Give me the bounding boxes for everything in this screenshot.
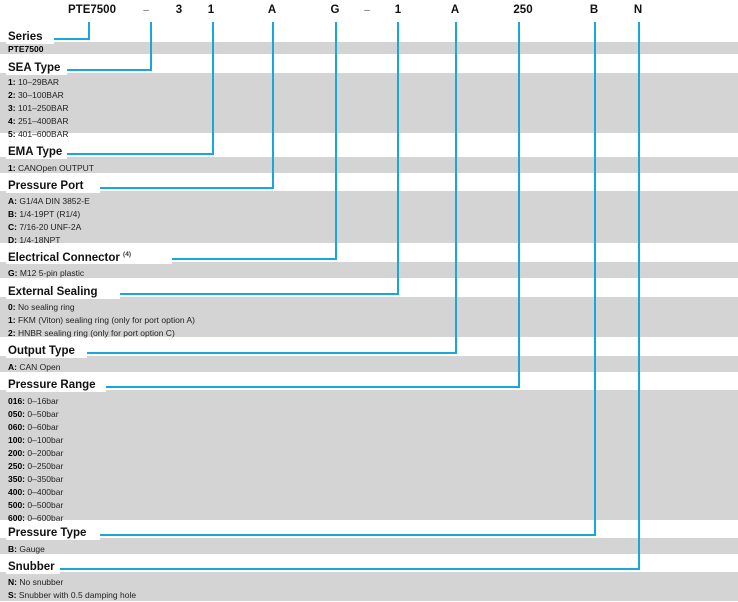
option-code: 2: — [8, 90, 16, 100]
option-code: 3: — [8, 103, 16, 113]
option-row — [8, 487, 63, 497]
code-segment: PTE7500 — [68, 4, 116, 16]
option-description: G1/4A DIN 3852-E — [19, 196, 90, 206]
section-title-label: EMA Type — [8, 146, 63, 158]
option-code: 600: — [8, 513, 26, 523]
option-code: 500: — [8, 500, 26, 510]
option-description: 0–350bar — [27, 474, 64, 484]
option-description: CANOpen OUTPUT — [17, 163, 94, 173]
code-segment: – — [364, 5, 370, 16]
option-code: 1: — [8, 77, 16, 87]
option-description: No snubber — [19, 577, 64, 587]
option-row — [8, 90, 64, 100]
section-title-label: Pressure Type — [8, 527, 87, 539]
option-description: 1/4-18NPT — [19, 235, 61, 245]
option-description: 0–400bar — [27, 487, 64, 497]
option-row — [8, 577, 63, 587]
option-row — [8, 448, 63, 458]
option-description: 0–100bar — [27, 435, 64, 445]
section-title-pressure_range — [8, 379, 96, 391]
option-row — [8, 209, 80, 219]
option-row — [8, 315, 195, 325]
option-code: 1: — [8, 315, 16, 325]
option-band — [0, 42, 738, 54]
section-title-label: Electrical Connector — [8, 251, 120, 264]
option-description: 0–600bar — [27, 513, 64, 523]
option-description: 30–100BAR — [17, 90, 64, 100]
option-code: PTE7500 — [8, 44, 44, 54]
option-description: No sealing ring — [17, 302, 75, 312]
option-code: 100: — [8, 435, 26, 445]
section-title-label: SEA Type — [8, 62, 61, 74]
option-code: 5: — [8, 129, 16, 139]
option-description: 0–60bar — [27, 422, 59, 432]
code-segment: N — [633, 4, 643, 16]
connector-line-vertical — [455, 22, 457, 354]
connector-line-vertical — [594, 22, 596, 536]
option-row — [8, 590, 136, 600]
option-band — [0, 73, 738, 133]
connector-line-vertical — [150, 22, 152, 71]
option-code: 250: — [8, 461, 26, 471]
option-row — [8, 328, 175, 338]
section-title-series — [8, 31, 43, 43]
option-code: A: — [8, 362, 17, 372]
connector-line-vertical — [397, 22, 399, 295]
option-code: 0: — [8, 302, 16, 312]
option-row — [8, 461, 63, 471]
option-row — [8, 196, 90, 206]
option-description: 0–500bar — [27, 500, 64, 510]
option-row — [8, 396, 59, 406]
option-code: 016: — [8, 396, 26, 406]
option-description: 0–50bar — [27, 409, 59, 419]
connector-line-vertical — [638, 22, 640, 570]
option-row — [8, 435, 63, 445]
option-row — [8, 222, 81, 232]
option-code: 400: — [8, 487, 26, 497]
code-segment: 1 — [207, 4, 215, 16]
section-title-label: External Sealing — [8, 286, 98, 298]
section-title-external_sealing — [8, 286, 97, 298]
option-band — [0, 390, 738, 520]
code-segment: 1 — [394, 4, 402, 16]
option-code: B: — [8, 209, 17, 219]
option-row — [8, 44, 43, 54]
option-row — [8, 163, 94, 173]
code-segment: A — [267, 4, 277, 16]
option-row — [8, 103, 69, 113]
option-row — [8, 235, 60, 245]
option-description: 10–29BAR — [17, 77, 60, 87]
option-row — [8, 302, 75, 312]
option-row — [8, 513, 63, 523]
option-band — [0, 538, 738, 554]
option-code: B: — [8, 544, 17, 554]
connector-line-vertical — [518, 22, 520, 388]
option-description: Gauge — [19, 544, 45, 554]
section-title-pressure_port — [8, 180, 83, 192]
option-band — [0, 262, 738, 278]
option-row — [8, 409, 59, 419]
option-band — [0, 157, 738, 173]
section-title-pressure_type — [8, 527, 86, 539]
code-segment: G — [330, 4, 340, 16]
option-description: 7/16-20 UNF-2A — [19, 222, 82, 232]
footnote-marker: (4) — [123, 251, 131, 258]
option-code: 350: — [8, 474, 26, 484]
option-code: 200: — [8, 448, 26, 458]
option-row — [8, 500, 63, 510]
option-description: 251–400BAR — [17, 116, 69, 126]
option-row — [8, 362, 60, 372]
option-code: N: — [8, 577, 17, 587]
connector-line-vertical — [88, 22, 90, 40]
option-code: D: — [8, 235, 17, 245]
code-segment: 3 — [175, 4, 183, 16]
code-segment: A — [450, 4, 460, 16]
option-row — [8, 77, 59, 87]
option-code: 4: — [8, 116, 16, 126]
option-row — [8, 268, 84, 278]
option-code: 2: — [8, 328, 16, 338]
part-number-code-row — [0, 4, 738, 24]
option-description: 0–250bar — [27, 461, 64, 471]
code-segment: 250 — [513, 4, 533, 16]
option-code: 1: — [8, 163, 16, 173]
option-code: 050: — [8, 409, 26, 419]
section-title-label: Output Type — [8, 345, 75, 357]
section-title-label: Series — [8, 31, 43, 43]
option-code: A: — [8, 196, 17, 206]
option-band — [0, 191, 738, 243]
option-description: 0–16bar — [27, 396, 59, 406]
option-row — [8, 474, 63, 484]
option-description: 401–600BAR — [17, 129, 69, 139]
section-title-ema_type — [8, 146, 62, 158]
option-description: 1/4-19PT (R1/4) — [19, 209, 81, 219]
code-segment: – — [143, 5, 149, 16]
option-row — [8, 544, 45, 554]
option-code: C: — [8, 222, 17, 232]
option-band — [0, 356, 738, 372]
section-title-label: Pressure Range — [8, 379, 96, 391]
option-code: 060: — [8, 422, 26, 432]
option-description: 0–200bar — [27, 448, 64, 458]
connector-line-horizontal — [8, 568, 638, 570]
option-description: M12 5-pin plastic — [19, 268, 85, 278]
option-row — [8, 422, 59, 432]
connector-line-vertical — [335, 22, 337, 260]
section-title-label: Pressure Port — [8, 180, 84, 192]
option-description: FKM (Viton) sealing ring (only for port option A) — [17, 315, 195, 325]
section-title-label: Snubber — [8, 561, 55, 573]
option-code: G: — [8, 268, 18, 278]
option-description: CAN Open — [19, 362, 61, 372]
option-row — [8, 116, 69, 126]
section-title-electrical_connector — [8, 251, 131, 264]
option-description: HNBR sealing ring (only for port option C) — [17, 328, 175, 338]
section-title-sea_type — [8, 62, 60, 74]
connector-line-vertical — [212, 22, 214, 155]
option-row — [8, 129, 69, 139]
connector-line-vertical — [272, 22, 274, 189]
code-segment: B — [589, 4, 599, 16]
option-code: S: — [8, 590, 17, 600]
option-description: 101–250BAR — [17, 103, 69, 113]
section-title-output_type — [8, 345, 75, 357]
section-title-snubber — [8, 561, 55, 573]
option-description: Snubber with 0.5 damping hole — [18, 590, 137, 600]
